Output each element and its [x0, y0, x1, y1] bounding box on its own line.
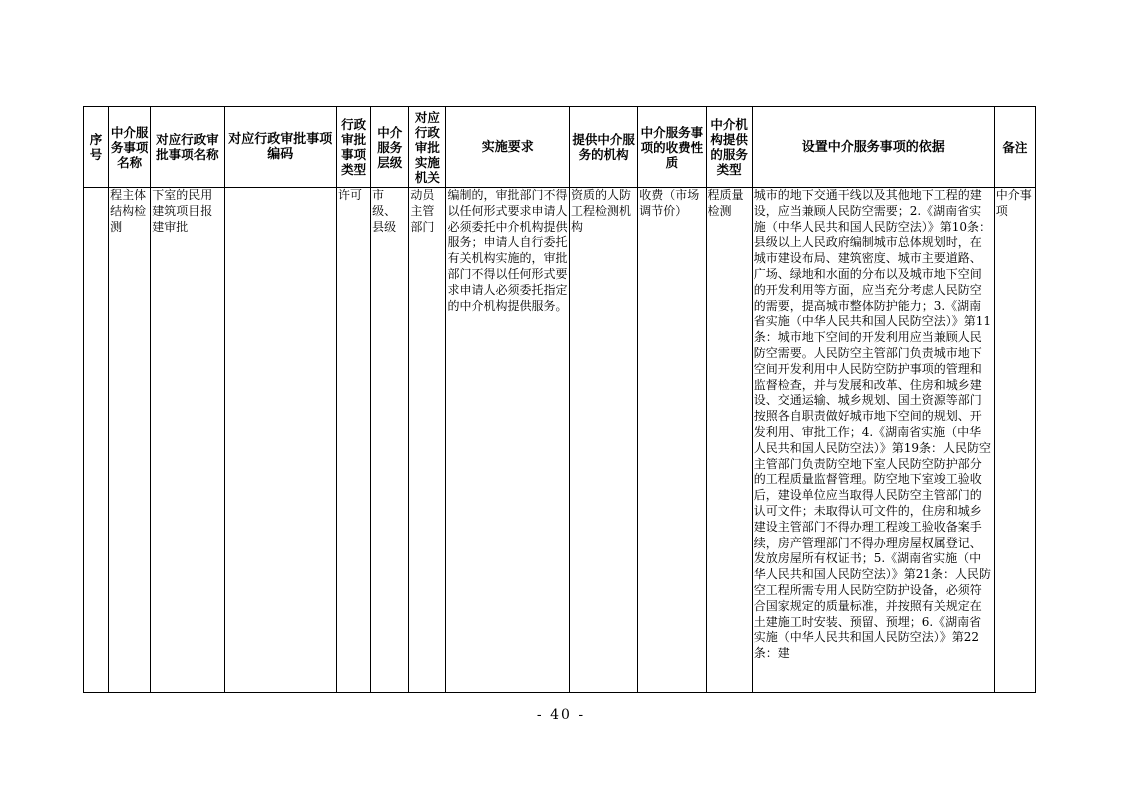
cell-item-name: 程主体结构检测: [109, 188, 151, 693]
header-remarks: 备注: [994, 107, 1035, 188]
cell-no: [84, 188, 109, 693]
cell-service-type: 程质量检测: [706, 188, 752, 693]
cell-approval-code: [224, 188, 336, 693]
header-service-type: 中介机构提供的服务类型: [706, 107, 752, 188]
page-number: - 40 -: [536, 707, 586, 723]
header-approval-name: 对应行政审批事项名称: [151, 107, 224, 188]
cell-fee-nature: 收费（市场调节价）: [638, 188, 706, 693]
table-row: [84, 188, 1036, 693]
cell-approval-org: 动员主管部门: [409, 188, 446, 693]
cell-approval-name: 下室的民用建筑项目报建审批: [151, 188, 224, 693]
cell-service-level: 市级、县级: [371, 188, 409, 693]
header-basis: 设置中介服务事项的依据: [752, 107, 994, 188]
header-service-level: 中介服务层级: [371, 107, 409, 188]
header-item-name: 中介服务事项名称: [109, 107, 151, 188]
header-provider: 提供中介服务的机构: [569, 107, 637, 188]
table-header-row: [84, 107, 1036, 188]
cell-remarks: 中介事项: [994, 188, 1035, 693]
header-approval-type: 行政审批事项类型: [337, 107, 371, 188]
cell-basis: 城市的地下交通干线以及其他地下工程的建设，应当兼顾人民防空需要；2.《湖南省实施（中华人民共和国人民防空法）》第10条：县级以上人民政府编制城市总体规划时，在城市建设布局、建筑密度、城市主要道路、广场、绿地和水面的分布以及城市地下空间的开发利用等方面，应当充分考虑人民防空的需要，提高城市整体防护能力；3.《湖南省实施（中华人民共和国人民防空法）》第11条：城市地下空间的开发利用应当兼顾人民防空需要。人民防空主管部门负责城市地下空间开发利用中人民防空防护事项的管理和监督检查，并与发展和改革、住房和城乡建设、交通运输、城乡规划、国土资源等部门按照各自职责做好城市地下空间的规划、开发利用、审批工作；4.《湖南省实施（中华人民共和国人民防空法）》第19条：人民防空主管部门负责防空地下室人民防空防护部分的工程质量监督管理。防空地下室竣工验收后，建设单位应当取得人民防空主管部门的认可文件；未取得认可文件的，住房和城乡建设主管部门不得办理工程竣工验收备案手续，房产管理部门不得办理房屋权属登记、发放房屋所有权证书；5.《湖南省实施（中华人民共和国人民防空法）》第21条：人民防空工程所需专用人民防空防护设备，必须符合国家规定的质量标准，并按照有关规定在土建施工时安装、预留、预埋；6.《湖南省实施（中华人民共和国人民防空法）》第22条：建: [752, 188, 994, 693]
cell-requirements: 编制的，审批部门不得以任何形式要求申请人必须委托中介机构提供服务；申请人自行委托有关机构实施的，审批部门不得以任何形式要求申请人必须委托指定的中介机构提供服务。: [446, 188, 570, 693]
header-approval-code: 对应行政审批事项编码: [224, 107, 336, 188]
cell-approval-type: 许可: [337, 188, 371, 693]
service-items-table: [83, 106, 1036, 693]
header-requirements: 实施要求: [446, 107, 570, 188]
header-approval-org: 对应行政审批实施机关: [409, 107, 446, 188]
cell-provider: 资质的人防工程检测机构: [569, 188, 637, 693]
header-no: 序号: [84, 107, 109, 188]
header-fee-nature: 中介服务事项的收费性质: [638, 107, 706, 188]
